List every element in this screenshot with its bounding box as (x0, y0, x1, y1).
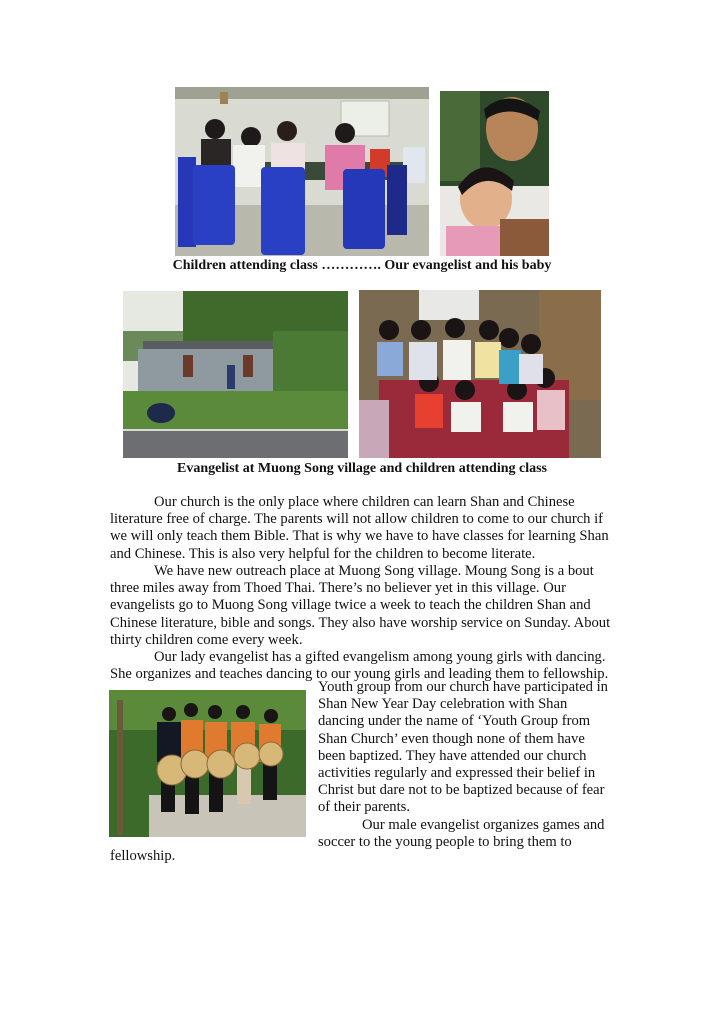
text-line: dancing under the name of ‘Youth Group from (318, 713, 591, 730)
text-line: activities regularly and expressed their belief in (318, 765, 596, 782)
text-line: We have new outreach place at Muong Song village. Moung Song is a bout (154, 563, 594, 579)
kids-photo-graphic (359, 290, 601, 458)
text-line: thirty children come every week. (110, 631, 303, 648)
text-line: we will only teach them Bible. That is why we have to have classes for learning Shan (110, 528, 609, 545)
text-line: literature free of charge. The parents will not allow children to come to our church if (110, 511, 604, 528)
text-line: three miles away from Thoed Thai. There’s no believer yet in this village. Our (110, 580, 566, 597)
text-line: Our church is the only place where children can learn Shan and Chinese (154, 494, 575, 510)
text-line: soccer to the young people to bring them to (318, 833, 572, 850)
paragraph-2 (110, 563, 610, 649)
text-line: Shan Church’ even though none of them have (318, 730, 585, 747)
text-line: evangelists go to Muong Song village twice a week to teach the children Shan and (110, 597, 591, 614)
caption-top: Children attending class …………. Our evangelist and his baby (172, 258, 552, 273)
photo-children-attending-class-village (359, 290, 601, 458)
text-line: of their parents. (318, 799, 410, 816)
text-line: Chinese literature, bible and songs. They also have worship service on Sunday. About (110, 614, 611, 631)
caption-middle: Evangelist at Muong Song village and children attending class (176, 461, 547, 476)
text-line: Christ but dare not to be baptized because of fear (318, 782, 605, 799)
paragraph-4-end: fellowship. (110, 848, 176, 864)
text-line: Our male evangelist organizes games and (362, 816, 605, 833)
text-line: She organizes and teaches dancing to our young girls and leading them to fellowship. (110, 666, 609, 683)
dancers-photo-graphic (109, 690, 306, 837)
photo-muong-song-village (123, 291, 348, 458)
photo-youth-group-dancing (109, 690, 306, 837)
classroom-photo-graphic (175, 87, 429, 256)
photo-children-attending-class (175, 87, 429, 256)
paragraph-1 (110, 494, 609, 563)
text-line: been baptized. They have attended our church (318, 747, 587, 764)
text-line: Our lady evangelist has a gifted evangelism among young girls with dancing. (154, 649, 606, 665)
text-line: Shan New Year Day celebration with Shan (318, 696, 568, 713)
text-line: Youth group from our church have participated in (318, 679, 608, 695)
text-line: and Chinese. This is also very helpful for the children to become literate. (110, 545, 536, 562)
paragraph-3-wrap (318, 679, 608, 851)
photo-evangelist-and-baby (440, 91, 549, 256)
house-photo-graphic (123, 291, 348, 458)
baby-photo-graphic (440, 91, 549, 256)
